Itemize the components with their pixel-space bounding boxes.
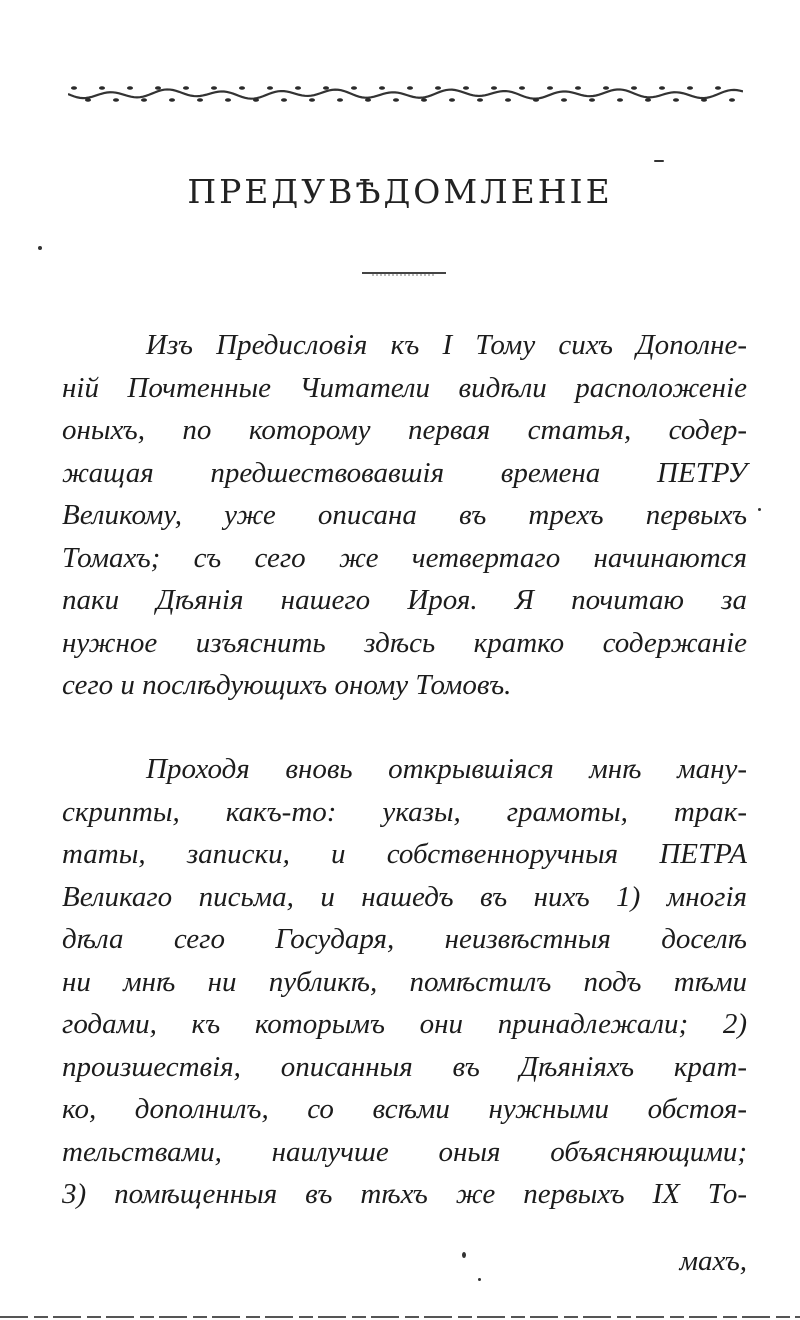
paragraph-line: ній Почтенные Читатели видѣли расположеніе xyxy=(62,371,747,404)
print-speck xyxy=(462,1252,466,1258)
print-speck xyxy=(654,160,664,162)
ornament-leaf xyxy=(435,86,441,90)
ornament-leaf xyxy=(463,86,469,90)
ornament-leaf xyxy=(687,86,693,90)
page-bottom-edge xyxy=(0,1314,800,1320)
ornament-leaf xyxy=(631,86,637,90)
ornament-leaf xyxy=(211,86,217,90)
ornament-leaf xyxy=(533,98,539,102)
ornament-leaf xyxy=(225,98,231,102)
paragraph-line: 3) помѣщенныя въ тѣхъ же первыхъ IX То- xyxy=(62,1178,747,1210)
paragraph-1 xyxy=(62,324,747,707)
paragraph-line: оныхъ, по которому первая статья, содер- xyxy=(62,414,747,446)
ornament-leaf xyxy=(113,98,119,102)
ornament-leaf xyxy=(603,86,609,90)
ornament-leaf xyxy=(281,98,287,102)
paragraph-line: Проходя вновь открывшіяся мнѣ ману- xyxy=(146,753,747,785)
ornament-leaf xyxy=(309,98,315,102)
paragraph-line: произшествія, описанныя въ Дѣяніяхъ крат- xyxy=(62,1050,747,1083)
ornament-leaf xyxy=(127,86,133,90)
paragraph-line: тельствами, наилучше оныя объясняющими; xyxy=(62,1135,747,1168)
paragraph-line: таты, записки, и собственноручныя ПЕТРА xyxy=(62,838,747,870)
ornament-leaf xyxy=(673,98,679,102)
ornament-leaf xyxy=(183,86,189,90)
ornament-leaf xyxy=(295,86,301,90)
paragraph-line: годами, къ которымъ они принадлежали; 2) xyxy=(62,1008,747,1040)
paragraph-line: скрипты, какъ-то: указы, грамоты, трак- xyxy=(62,795,747,828)
ornament-leaf xyxy=(155,86,161,90)
print-speck xyxy=(758,508,761,511)
ornament-leaf xyxy=(197,98,203,102)
ornament-leaf xyxy=(729,98,735,102)
paragraph-line: Великому, уже описана въ трехъ первыхъ xyxy=(62,499,747,531)
ornament-leaf xyxy=(659,86,665,90)
ornament-leaf xyxy=(365,98,371,102)
ornament-leaf xyxy=(351,86,357,90)
decorative-headpiece-ornament xyxy=(68,82,743,106)
paragraph-line: Изъ Предисловія къ I Тому сихъ Дополне- xyxy=(146,329,747,361)
print-speck xyxy=(478,1278,481,1281)
ornament-leaf xyxy=(617,98,623,102)
paragraph-line: дѣла сего Государя, неизвѣстныя доселѣ xyxy=(62,923,747,955)
ornament-leaf xyxy=(379,86,385,90)
ornament-leaf xyxy=(85,98,91,102)
ornament-leaf xyxy=(71,86,77,90)
ornament-leaf xyxy=(337,98,343,102)
ornament-leaf xyxy=(547,86,553,90)
ornament-leaf xyxy=(715,86,721,90)
page-title: ПРЕДУВѢДОМЛЕНІЕ xyxy=(187,172,613,211)
ornament-leaf xyxy=(99,86,105,90)
ornament-leaf xyxy=(267,86,273,90)
ornament-leaf xyxy=(421,98,427,102)
paragraph-line: Томахъ; съ сего же четвертаго начинаются xyxy=(62,541,747,574)
ornament-leaf xyxy=(407,86,413,90)
ornament-leaf xyxy=(141,98,147,102)
ornament-leaf xyxy=(449,98,455,102)
paragraph-line: ко, дополнилъ, со всѣми нужными обстоя- xyxy=(62,1093,747,1125)
ornament-leaf xyxy=(701,98,707,102)
ornament-leaf xyxy=(575,86,581,90)
title-underline-ornament xyxy=(362,270,446,276)
ornament-leaf xyxy=(645,98,651,102)
ornament-leaf xyxy=(393,98,399,102)
ornament-leaf xyxy=(519,86,525,90)
paragraph-line: сего и послѣдующихъ оному Томовъ. xyxy=(62,669,512,701)
catchword-block xyxy=(62,1240,747,1283)
ornament-leaf xyxy=(505,98,511,102)
ornament-leaf xyxy=(323,86,329,90)
ornament-leaf xyxy=(477,98,483,102)
paragraph-line: ни мнѣ ни публикѣ, помѣстилъ подъ тѣми xyxy=(62,965,747,998)
ornament-leaf xyxy=(169,98,175,102)
paragraph-2 xyxy=(62,748,747,1216)
catchword: махъ, xyxy=(679,1245,747,1277)
paragraph-line: паки Дѣянія нашего Ироя. Я почитаю за xyxy=(62,584,747,616)
paragraph-line: Великаго письма, и нашедъ въ нихъ 1) многія xyxy=(62,880,747,913)
paragraph-line: нужное изъяснить здѣсь кратко содержаніе xyxy=(62,626,747,659)
ornament-leaf xyxy=(491,86,497,90)
paragraph-line: жащая предшествовавшія времена ПЕТРУ xyxy=(62,456,747,489)
ornament-leaf xyxy=(589,98,595,102)
ornament-leaf xyxy=(239,86,245,90)
ornament-leaf xyxy=(561,98,567,102)
ornament-leaf xyxy=(253,98,259,102)
print-speck xyxy=(38,246,42,250)
